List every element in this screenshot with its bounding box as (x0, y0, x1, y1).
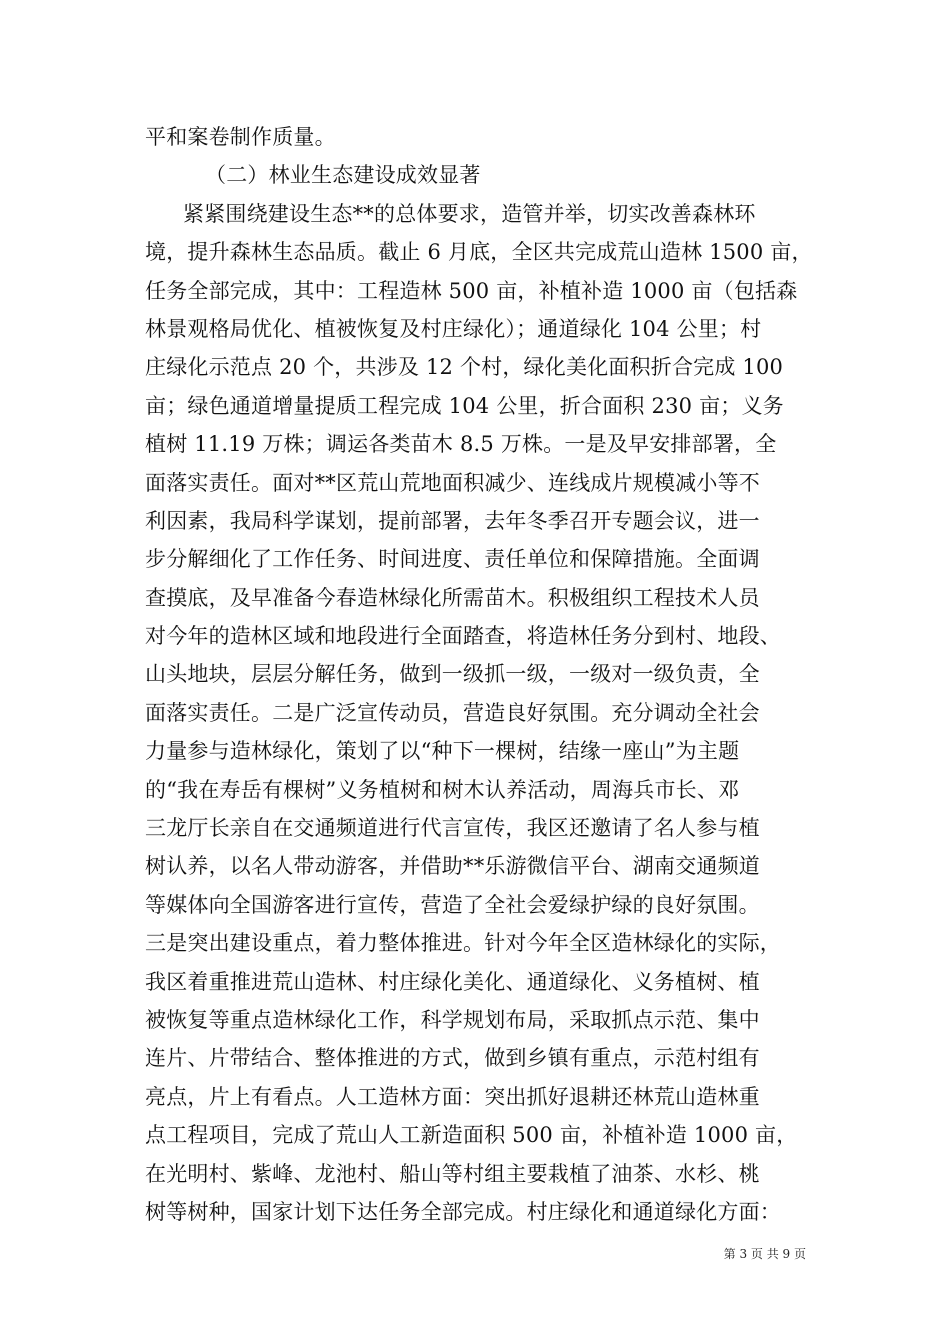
text-line: 在光明村、紫峰、龙池村、船山等村组主要栽植了油茶、水杉、桃 (145, 1161, 760, 1186)
text-line: 点工程项目，完成了荒山人工新造面积 500 亩，补植补造 1000 亩， (145, 1123, 798, 1148)
text-line: 境，提升森林生态品质。截止 6 月底，全区共完成荒山造林 1500 亩， (145, 240, 813, 265)
text-line: 亩；绿色通道增量提质工程完成 104 公里，折合面积 230 亩；义务 (145, 393, 784, 418)
text-line: 任务全部完成，其中：工程造林 500 亩，补植补造 1000 亩（包括森 (145, 278, 798, 303)
text-line: 树认养，以名人带动游客，并借助**乐游微信平台、湖南交通频道 (145, 854, 760, 879)
text-line: 三是突出建设重点，着力整体推进。针对今年全区造林绿化的实际， (145, 931, 781, 956)
text-line: 山头地块，层层分解任务，做到一级抓一级，一级对一级负责，全 (145, 662, 760, 687)
text-line: 亮点，片上有看点。人工造林方面：突出抓好退耕还林荒山造林重 (145, 1084, 760, 1109)
text-line: 连片、片带结合、整体推进的方式，做到乡镇有重点，示范村组有 (145, 1046, 760, 1071)
text-line: 庄绿化示范点 20 个，共涉及 12 个村，绿化美化面积折合完成 100 (145, 355, 784, 380)
text-line: 步分解细化了工作任务、时间进度、责任单位和保障措施。全面调 (145, 547, 760, 572)
text-line: 面落实责任。面对**区荒山荒地面积减少、连线成片规模减小等不 (145, 470, 760, 495)
text-line: 对今年的造林区域和地段进行全面踏查，将造林任务分到村、地段、 (145, 624, 781, 649)
text-line: 植树 11.19 万株；调运各类苗木 8.5 万株。一是及早安排部署，全 (145, 432, 777, 457)
text-line: 的“我在寿岳有棵树”义务植树和树木认养活动，周海兵市长、邓 (145, 777, 740, 802)
section-heading: （二）林业生态建设成效显著 (205, 163, 481, 188)
text-line: 面落实责任。二是广泛宣传动员，营造良好氛围。充分调动全社会 (145, 700, 760, 725)
text-line: 力量参与造林绿化，策划了以“种下一棵树，结缘一座山”为主题 (145, 739, 740, 764)
text-line: 紧紧围绕建设生态**的总体要求，造管并举，切实改善森林环 (183, 201, 756, 226)
page-number: 第 3 页 共 9 页 (723, 1247, 806, 1261)
text-line: 利因素，我局科学谋划，提前部署，去年冬季召开专题会议，进一 (145, 508, 760, 533)
text-line: 等媒体向全国游客进行宣传，营造了全社会爱绿护绿的良好氛围。 (145, 892, 760, 917)
text-line: 三龙厅长亲自在交通频道进行代言宣传，我区还邀请了名人参与植 (145, 816, 760, 841)
body-text (145, 118, 825, 1231)
text-line: 树等树种，国家计划下达任务全部完成。村庄绿化和通道绿化方面： (145, 1199, 781, 1224)
text-line: 平和案卷制作质量。 (145, 125, 336, 149)
text-line: 林景观格局优化、植被恢复及村庄绿化）；通道绿化 104 公里；村 (145, 316, 762, 341)
text-line: 我区着重推进荒山造林、村庄绿化美化、通道绿化、义务植树、植 (145, 969, 760, 994)
text-line: 被恢复等重点造林绿化工作，科学规划布局，采取抓点示范、集中 (145, 1007, 760, 1032)
text-line: 查摸底，及早准备今春造林绿化所需苗木。积极组织工程技术人员 (145, 585, 760, 610)
